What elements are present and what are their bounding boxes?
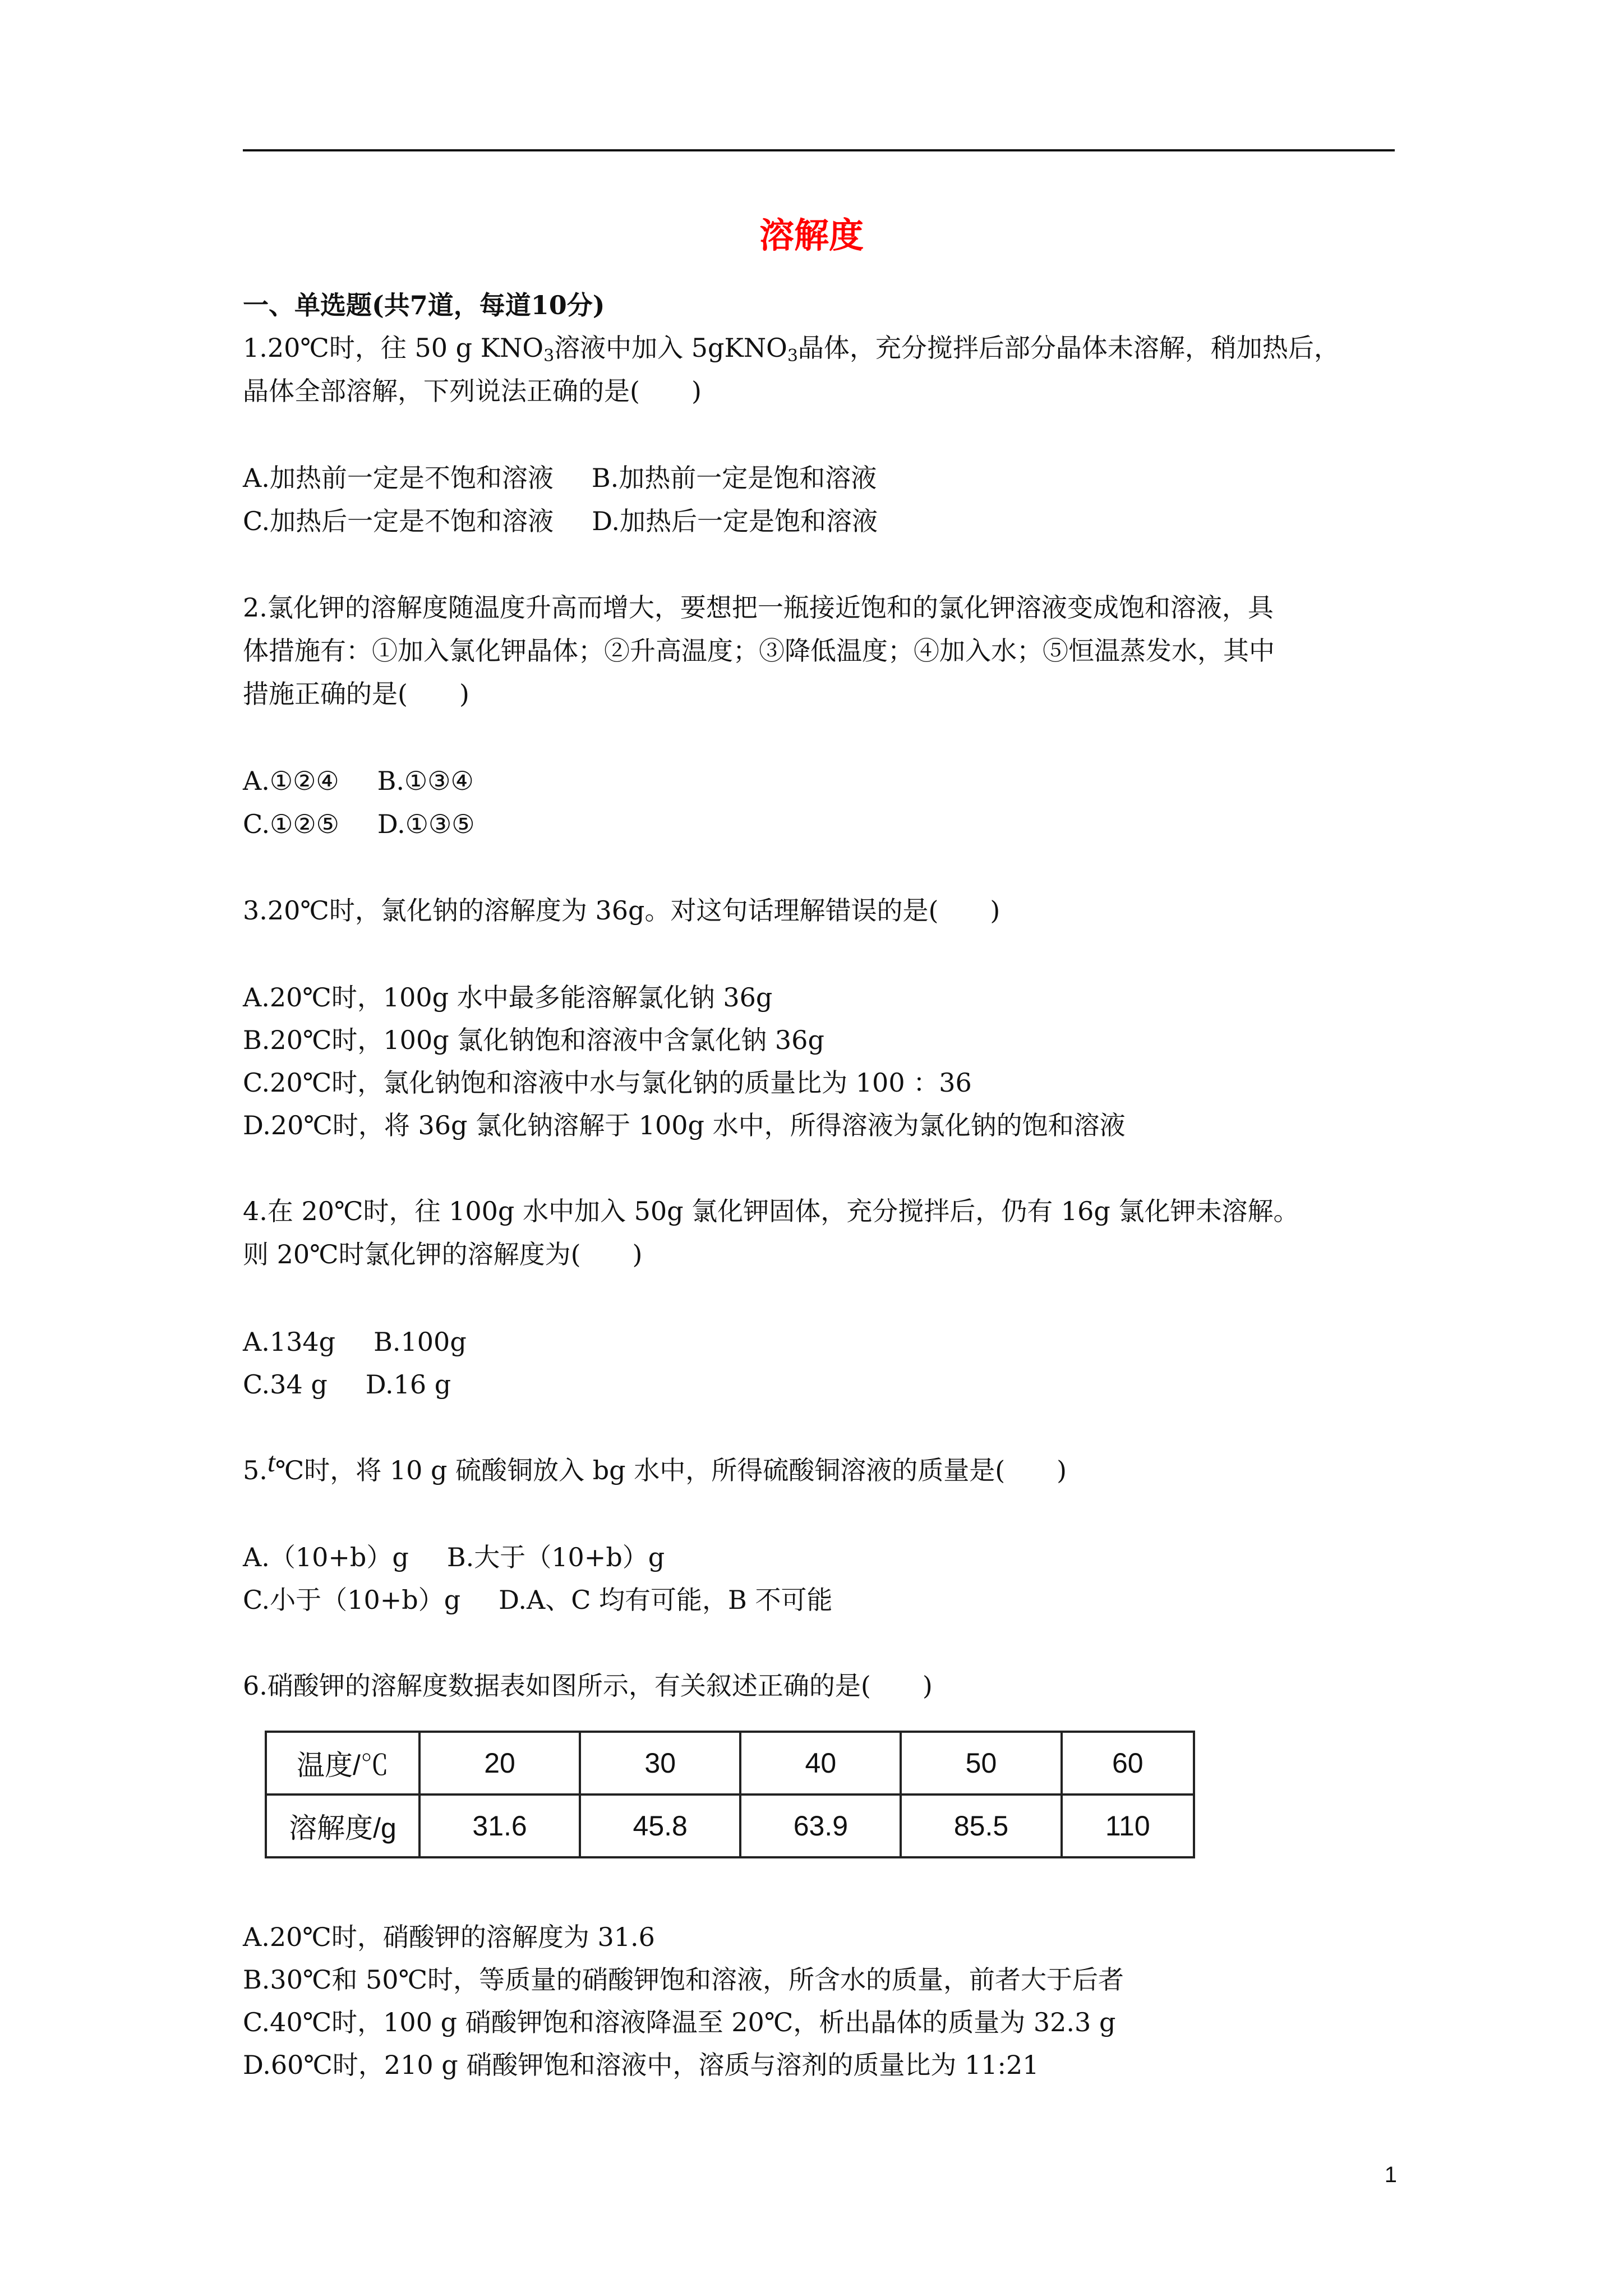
- question-1: [243, 326, 1395, 413]
- option-c: C.20℃时，氯化钠饱和溶液中水与氯化钠的质量比为 100 ：36: [243, 1068, 972, 1098]
- question-5-line-1: 5.t℃时，将 10 g 硫酸铜放入 bg 水中，所得硫酸铜溶液的质量是( ): [243, 1446, 1067, 1485]
- question-3-line-1: 3.20℃时，氯化钠的溶解度为 36g。对这句话理解错误的是( ): [243, 895, 1000, 926]
- table-cell: 31.6: [419, 1795, 580, 1857]
- table-cell: 60: [1062, 1732, 1194, 1795]
- question-3: [243, 889, 1395, 932]
- table-header-solubility: 溶解度/g: [266, 1795, 419, 1857]
- option-c: C.40℃时，100 g 硝酸钾饱和溶液降温至 20℃，析出晶体的质量为 32.3 g: [243, 2007, 1116, 2037]
- table-cell: 50: [901, 1732, 1061, 1795]
- table-cell: 20: [419, 1732, 580, 1795]
- table-cell: 63.9: [740, 1795, 901, 1857]
- question-6-line-1: 6.硝酸钾的溶解度数据表如图所示，有关叙述正确的是( ): [243, 1671, 933, 1701]
- question-6: [243, 1664, 1395, 1708]
- page-number: 1: [1384, 2162, 1397, 2187]
- option-a: A.134g: [243, 1327, 336, 1357]
- option-c: C.加热后一定是不饱和溶液: [243, 506, 554, 536]
- table-row: [266, 1732, 1194, 1795]
- option-a: A.加热前一定是不饱和溶液: [243, 463, 554, 493]
- option-b: B.加热前一定是饱和溶液: [591, 463, 877, 493]
- question-4-options-row-1: [243, 1320, 467, 1364]
- option-c: C.小于（10+b）g: [243, 1585, 461, 1615]
- table-cell: 110: [1062, 1795, 1194, 1857]
- option-a: A.（10+b）g: [243, 1542, 409, 1572]
- variable-t: t: [267, 1446, 275, 1478]
- question-2: [243, 586, 1395, 716]
- question-2-line-3: 措施正确的是( ): [243, 679, 469, 709]
- option-b: B.大于（10+b）g: [446, 1542, 665, 1572]
- table-cell: 85.5: [901, 1795, 1061, 1857]
- question-2-options-row-1: [243, 760, 474, 803]
- question-5-options-row-2: [243, 1579, 832, 1622]
- question-5-options-row-1: [243, 1536, 665, 1579]
- question-2-line-1: 2.氯化钾的溶解度随温度升高而增大，要想把一瓶接近饱和的氯化钾溶液变成饱和溶液，具: [243, 592, 1274, 623]
- question-4-line-2: 则 20℃时氯化钾的溶解度为( ): [243, 1239, 643, 1269]
- question-4-options-row-2: [243, 1363, 451, 1406]
- option-a: A.20℃时，硝酸钾的溶解度为 31.6: [243, 1922, 655, 1952]
- option-c: C.34 g: [243, 1369, 328, 1400]
- header-rule: [243, 149, 1395, 151]
- question-4-line-1: 4.在 20℃时，往 100g 水中加入 50g 氯化钾固体，充分搅拌后，仍有 16g 氯化钾未溶解。: [243, 1196, 1299, 1226]
- option-b: B.20℃时，100g 氯化钠饱和溶液中含氯化钠 36g: [243, 1025, 824, 1055]
- table-row: [266, 1795, 1194, 1857]
- question-1-line-2: 晶体全部溶解，下列说法正确的是( ): [243, 376, 702, 406]
- solubility-table: [265, 1731, 1195, 1858]
- option-d: D.60℃时，210 g 硝酸钾饱和溶液中，溶质与溶剂的质量比为 11:21: [243, 2050, 1039, 2080]
- option-b: B.100g: [374, 1327, 467, 1357]
- option-b: B.30℃和 50℃时，等质量的硝酸钾饱和溶液，所含水的质量，前者大于后者: [243, 1964, 1124, 1995]
- option-d: D.20℃时，将 36g 氯化钠溶解于 100g 水中，所得溶液为氯化钠的饱和溶液: [243, 1110, 1126, 1140]
- question-2-options-row-2: [243, 803, 474, 846]
- option-d: D.加热后一定是饱和溶液: [592, 506, 878, 536]
- option-b: B.①③④: [377, 766, 474, 796]
- question-1-line-1: 1.20℃时，往 50 g $KNO_3$溶液中加入 5gKNO$_3$晶体，充分搅拌后部分晶体未溶解，稍加热后，: [243, 333, 1340, 366]
- section-heading: 一、单选题(共7道，每道10分): [243, 290, 605, 320]
- option-d: D.①③⑤: [377, 809, 475, 839]
- table-cell: 40: [740, 1732, 901, 1795]
- option-a: A.①②④: [243, 766, 339, 796]
- option-a: A.20℃时，100g 水中最多能溶解氯化钠 36g: [243, 982, 773, 1013]
- table-cell: 45.8: [580, 1795, 740, 1857]
- question-2-line-2: 体措施有：①加入氯化钾晶体；②升高温度；③降低温度；④加入水；⑤恒温蒸发水，其中: [243, 636, 1275, 666]
- question-1-options-row-1: [243, 457, 877, 500]
- question-5: [243, 1446, 1395, 1492]
- table-cell: 30: [580, 1732, 740, 1795]
- option-c: C.①②⑤: [243, 809, 339, 839]
- question-4: [243, 1190, 1395, 1276]
- question-1-options-row-2: [243, 500, 878, 543]
- option-d: D.16 g: [365, 1369, 451, 1400]
- option-d: D.A、C 均有可能，B 不可能: [499, 1585, 833, 1615]
- table-header-temperature: 温度/℃: [266, 1732, 419, 1795]
- page-title: 溶解度: [759, 215, 864, 256]
